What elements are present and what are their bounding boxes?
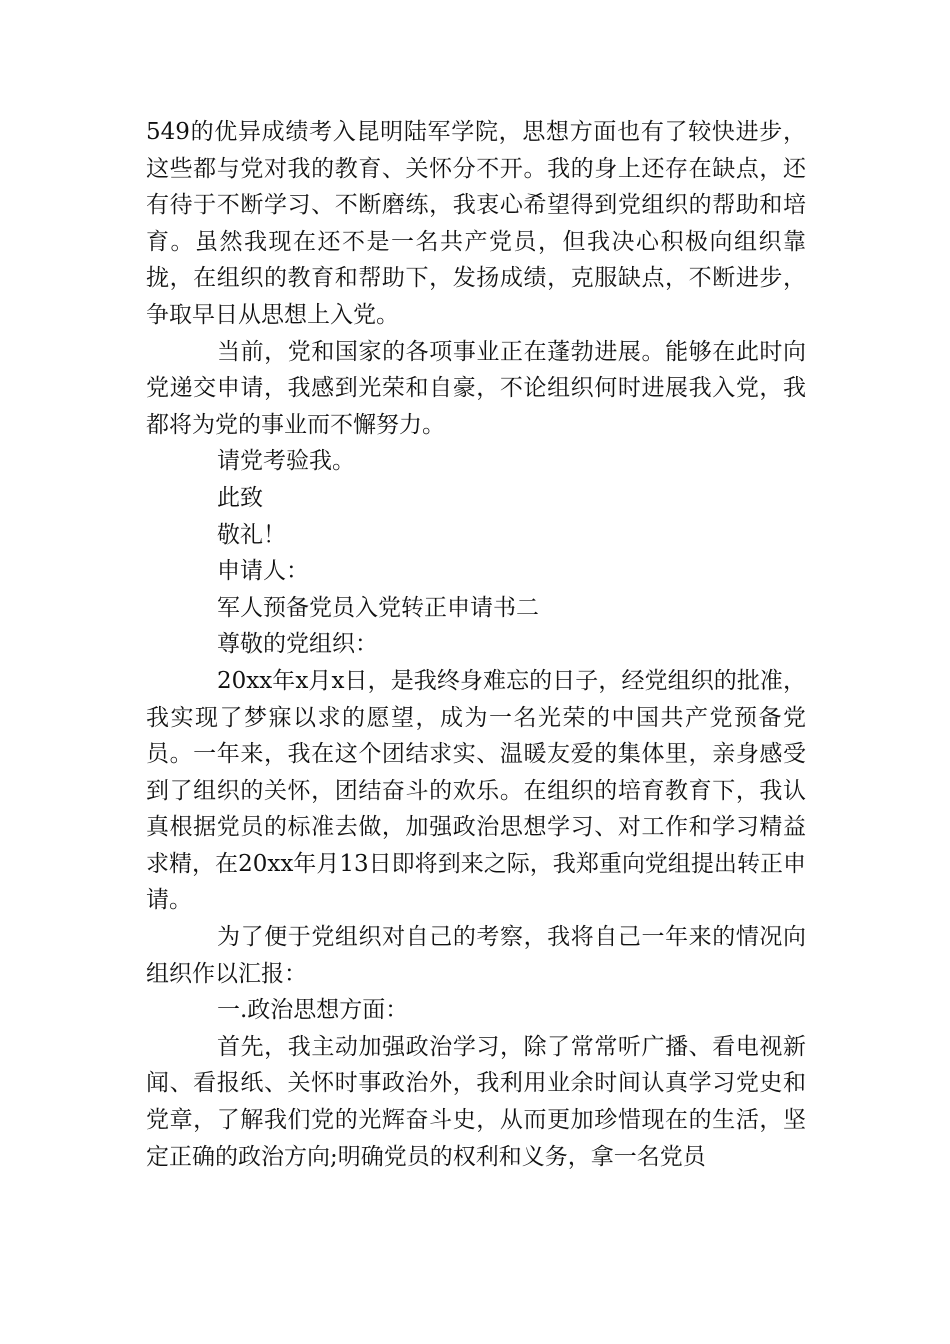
- document-body: [146, 114, 806, 1175]
- section-title: 军人预备党员入党转正申请书二: [217, 594, 539, 621]
- line-salutation-cizhi: 此致: [217, 484, 263, 511]
- line-greeting: 尊敬的党组织：: [217, 631, 378, 658]
- line-applicant: 申请人：: [217, 558, 309, 585]
- paragraph-progress: 当前，党和国家的各项事业正在蓬勃进展。能够在此时向党递交申请，我感到光荣和自豪，不论组织何时进展我入党，我都将为党的事业而不懈努力。: [146, 338, 806, 438]
- line-heading-political: 一.政治思想方面：: [217, 997, 409, 1024]
- paragraph-report-intro: 为了便于党组织对自己的考察，我将自己一年来的情况向组织作以汇报：: [146, 924, 806, 987]
- paragraph-continued: 549的优异成绩考入昆明陆军学院，思想方面也有了较快进步，这些都与党对我的教育、关怀分不开。我的身上还存在缺点，还有待于不断学习、不断磨练，我衷心希望得到党组织的帮助和培育。虽然我现在还不是一名共产党员，但我决心积极向组织靠拢，在组织的教育和帮助下，发扬成绩，克服缺点，不断进步，争取早日从思想上入党。: [146, 119, 806, 328]
- paragraph-political-study: 首先，我主动加强政治学习，除了常常听广播、看电视新闻、看报纸、关怀时事政治外，我利用业余时间认真学习党史和党章，了解我们党的光辉奋斗史，从而更加珍惜现在的生活，坚定正确的政治方向;明确党员的权利和义务，拿一名党员: [146, 1033, 806, 1170]
- paragraph-admission: 20xx年x月x日，是我终身难忘的日子，经党组织的批准，我实现了梦寐以求的愿望，成为一名光荣的中国共产党预备党员。一年来，我在这个团结求实、温暖友爱的集体里，亲身感受到了组织的关怀，团结奋斗的欢乐。在组织的培育教育下，我认真根据党员的标准去做，加强政治思想学习、对工作和学习精益求精，在20xx年月13日即将到来之际，我郑重向党组提出转正申请。: [146, 667, 806, 914]
- line-request-test: 请党考验我。: [217, 448, 355, 475]
- line-salutation-jingli: 敬礼！: [217, 521, 286, 548]
